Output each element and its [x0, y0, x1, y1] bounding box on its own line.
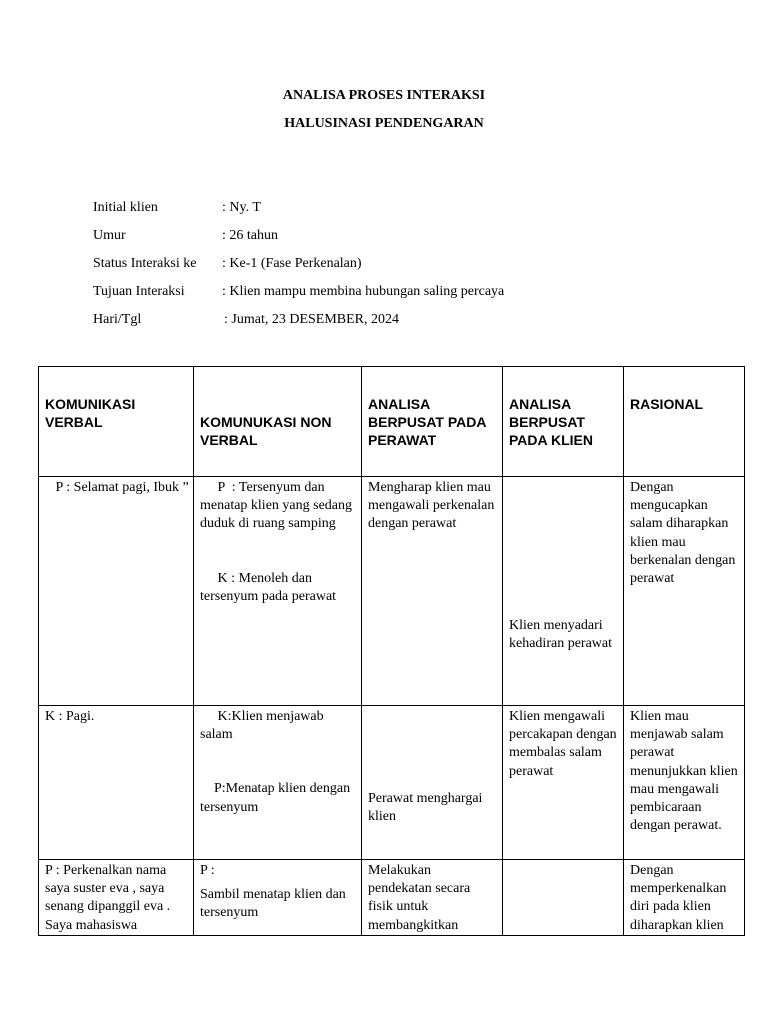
table-header-row — [39, 367, 745, 477]
cell-verbal — [39, 706, 194, 860]
info-value: : 26 tahun — [222, 228, 278, 243]
cell-text: P : Selamat pagi, Ibuk ” — [45, 480, 189, 495]
cell-verbal — [39, 860, 194, 936]
info-label: Umur — [93, 228, 126, 243]
cell-text: P : Perkenalkan nama saya suster eva , saya senang dipanggil eva . Saya mahasiswa — [45, 863, 171, 933]
cell-text: Dengan mengucapkan salam diharapkan klien mau berkenalan dengan perawat — [630, 480, 736, 587]
cell-text: Dengan memperkenalkan diri pada klien diharapkan klien — [630, 863, 727, 933]
header-nonverbal: KOMUNUKASI NON VERBAL — [194, 367, 362, 477]
document-title: ANALISA PROSES INTERAKSI — [282, 88, 486, 103]
info-value: : Klien mampu membina hubungan saling percaya — [222, 284, 505, 299]
cell-verbal — [39, 477, 194, 706]
cell-text: K:Klien menjawab salam — [200, 709, 328, 743]
cell-nonverbal — [194, 477, 362, 706]
cell-text: Melakukan pendekatan secara fisik untuk membangkitkan — [368, 863, 471, 933]
header-rationale: RASIONAL — [624, 367, 745, 477]
info-value: : Ke-1 (Fase Perkenalan) — [222, 256, 362, 271]
cell-text: P : — [200, 863, 215, 878]
table-row — [39, 706, 745, 860]
cell-text — [509, 860, 617, 862]
document-subtitle: HALUSINASI PENDENGARAN — [284, 116, 484, 131]
info-value: : Ny. T — [222, 200, 261, 215]
cell-rationale — [624, 860, 745, 936]
cell-text: Perawat menghargai klien — [368, 791, 483, 825]
cell-nurse-analysis — [362, 706, 503, 860]
info-value: : Jumat, 23 DESEMBER, 2024 — [224, 312, 400, 327]
cell-text: P : Tersenyum dan menatap klien yang sedang duduk di ruang samping — [200, 480, 356, 532]
table-row — [39, 477, 745, 706]
cell-client-analysis — [503, 706, 624, 860]
cell-text: K : Pagi. — [45, 709, 95, 724]
cell-nurse-analysis — [362, 860, 503, 936]
cell-nonverbal — [194, 706, 362, 860]
interaction-analysis-table — [38, 366, 745, 936]
cell-rationale — [624, 706, 745, 860]
info-label: Hari/Tgl — [93, 312, 142, 327]
cell-text: Klien mau menjawab salam perawat menunjukkan klien mau mengawali pembicaraan dengan perawat. — [630, 709, 738, 834]
info-label: Initial klien — [93, 200, 158, 215]
cell-text: Mengharap klien mau mengawali perkenalan dengan perawat — [368, 480, 495, 532]
header-nurse-analysis: ANALISA BERPUSAT PADA PERAWAT — [362, 367, 503, 477]
cell-text: K : Menoleh dan tersenyum pada perawat — [200, 570, 337, 604]
table-row — [39, 860, 745, 936]
cell-text: Klien menyadari kehadiran perawat — [509, 618, 612, 652]
info-label: Tujuan Interaksi — [93, 284, 185, 299]
info-label: Status Interaksi ke — [93, 256, 197, 271]
cell-client-analysis — [503, 860, 624, 936]
cell-nurse-analysis — [362, 477, 503, 706]
header-client-analysis: ANALISA BERPUSAT PADA KLIEN — [503, 367, 624, 477]
cell-nonverbal — [194, 860, 362, 936]
header-verbal: KOMUNIKASI VERBAL — [39, 367, 194, 477]
cell-text: Sambil menatap klien dan tersenyum — [200, 887, 346, 921]
cell-client-analysis — [503, 477, 624, 706]
cell-text: Klien mengawali percakapan dengan membalas salam perawat — [509, 709, 617, 779]
cell-rationale — [624, 477, 745, 706]
cell-text: P:Menatap klien dengan tersenyum — [200, 781, 354, 815]
